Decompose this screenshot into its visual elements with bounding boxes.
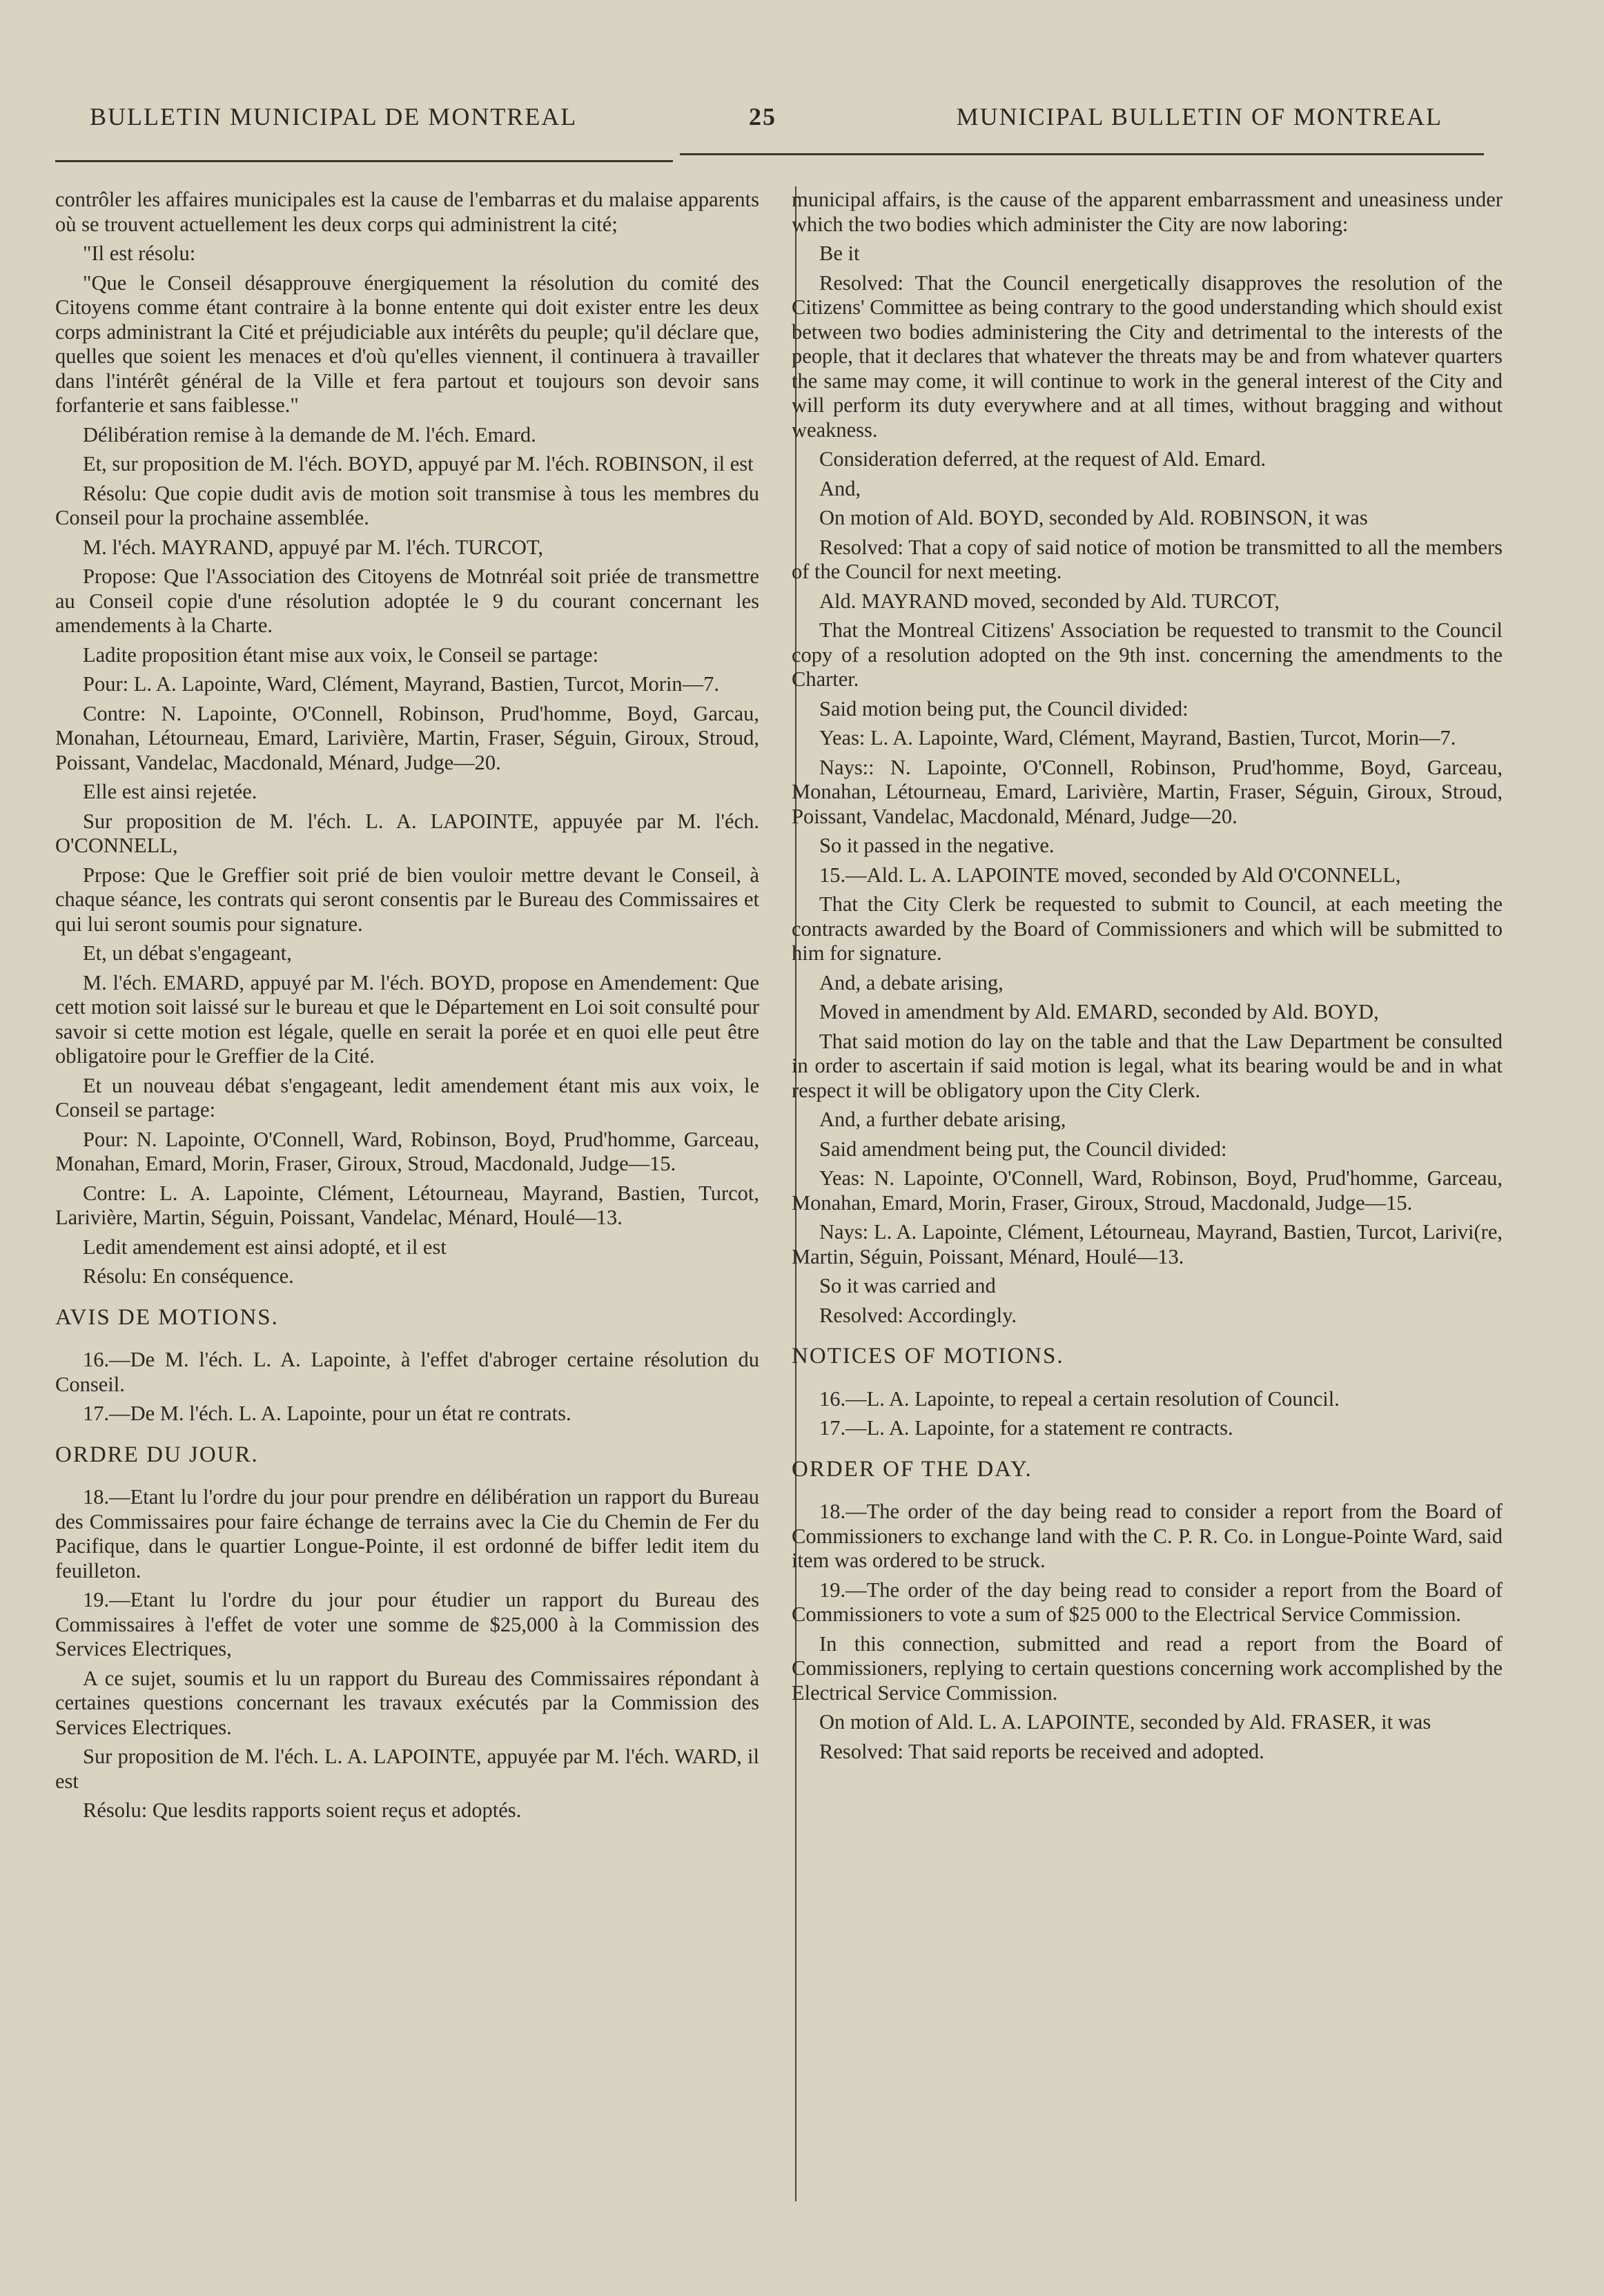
- paragraph: Contre: N. Lapointe, O'Connell, Robinson, Prud'homme, Boyd, Garcau, Monahan, Létourneau, Emard, Larivière, Martin, Fraser, Séguin, Giroux, Stroud, Poissant, Vandelac, Macdonald, Ménard, Judge—20.: [55, 701, 759, 774]
- english-column: [792, 188, 1503, 2279]
- french-column: [55, 188, 759, 2279]
- paragraph: Sur proposition de M. l'éch. L. A. LAPOINTE, appuyée par M. l'éch. WARD, il est: [55, 1745, 759, 1793]
- paragraph: Résolu: Que copie dudit avis de motion soit transmise à tous les membres du Conseil pour la prochaine assemblée.: [55, 481, 759, 529]
- section-heading: ORDRE DU JOUR.: [55, 1442, 259, 1467]
- paragraph: Prpose: Que le Greffier soit prié de bien vouloir mettre devant le Conseil, à chaque séance, les contrats qui seront consentis par le Bureau des Commissaires et qui lui seront soumis pour signature.: [55, 863, 759, 936]
- section-heading: AVIS DE MOTIONS.: [55, 1304, 279, 1330]
- paragraph: Yeas: L. A. Lapointe, Ward, Clément, Mayrand, Bastien, Turcot, Morin—7.: [819, 726, 1456, 749]
- paragraph: Pour: N. Lapointe, O'Connell, Ward, Robinson, Boyd, Prud'homme, Garceau, Monahan, Emard, Morin, Fraser, Giroux, Stroud, Macdonald, Judge—15.: [55, 1127, 759, 1175]
- paragraph: Ald. MAYRAND moved, seconded by Ald. TURCOT,: [819, 589, 1280, 613]
- paragraph: Resolved: Accordingly.: [819, 1303, 1017, 1327]
- paragraph: Yeas: N. Lapointe, O'Connell, Ward, Robinson, Boyd, Prud'homme, Garceau, Monahan, Emard, Morin, Fraser, Giroux, Stroud, Macdonald, Judge—15.: [792, 1166, 1503, 1215]
- paragraph: Résolu: En conséquence.: [83, 1264, 294, 1288]
- paragraph: On motion of Ald. L. A. LAPOINTE, seconded by Ald. FRASER, it was: [819, 1710, 1431, 1734]
- paragraph: That said motion do lay on the table and that the Law Department be consulted in order to ascertain if said motion is legal, what its bearing would be and in what respect it will be obligatory upon the City Clerk.: [792, 1029, 1503, 1102]
- paragraph: Nays: L. A. Lapointe, Clément, Létourneau, Mayrand, Bastien, Turcot, Larivi(re, Martin, Séguin, Poissant, Ménard, Houlé—13.: [792, 1220, 1503, 1268]
- paragraph: Et un nouveau débat s'engageant, ledit amendement étant mis aux voix, le Conseil se partage:: [55, 1073, 759, 1121]
- paragraph: 19.—Etant lu l'ordre du jour pour étudier un rapport du Bureau des Commissaires à l'effet de voter une somme de $25,000 à la Commission des Services Electriques,: [55, 1588, 759, 1660]
- paragraph: That the Montreal Citizens' Association be requested to transmit to the Council copy of a resolution adopted on the 9th inst. concerning the amendments to the Charter.: [792, 618, 1503, 691]
- paragraph: 15.—Ald. L. A. LAPOINTE moved, seconded by Ald O'CONNELL,: [819, 863, 1401, 887]
- paragraph: 18.—Etant lu l'ordre du jour pour prendre en délibération un rapport du Bureau des Commissaires pour faire échange de terrains avec la Cie du Chemin de Fer du Pacifique, dans le quartier Longue-Pointe, il est ordonné de biffer ledit item du feuilleton.: [55, 1485, 759, 1582]
- paragraph: Said amendment being put, the Council divided:: [819, 1137, 1227, 1161]
- paragraph: 16.—De M. l'éch. L. A. Lapointe, à l'effet d'abroger certaine résolution du Conseil.: [55, 1348, 759, 1396]
- paragraph: And, a further debate arising,: [819, 1108, 1066, 1131]
- paragraph: contrôler les affaires municipales est la cause de l'embarras et du malaise apparents où se trouvent actuellement les deux corps qui administrent la cité;: [55, 188, 759, 236]
- paragraph: "Il est résolu:: [83, 242, 196, 265]
- paragraph: A ce sujet, soumis et lu un rapport du Bureau des Commissaires répondant à certaines questions concernant les travaux exécutés par la Commission des Services Electriques.: [55, 1666, 759, 1739]
- paragraph: Moved in amendment by Ald. EMARD, seconded by Ald. BOYD,: [819, 1000, 1379, 1023]
- paragraph: Elle est ainsi rejetée.: [83, 780, 257, 803]
- paragraph: M. l'éch. EMARD, appuyé par M. l'éch. BOYD, propose en Amendement: Que cett motion soit laissé sur le bureau et que le Département en Loi soit consulté pour savoir si cette motion est légale, quelle en serait la porée et en quoi elle peut être obligatoire pour le Greffier de la Cité.: [55, 970, 759, 1068]
- header-french-title: BULLETIN MUNICIPAL DE MONTREAL: [90, 103, 578, 130]
- paragraph: And, a debate arising,: [819, 970, 1004, 994]
- paragraph: Sur proposition de M. l'éch. L. A. LAPOINTE, appuyée par M. l'éch. O'CONNELL,: [55, 809, 759, 857]
- paragraph: "Que le Conseil désapprouve énergiquement la résolution du comité des Citoyens comme étant contraire à la bonne entente qui doit exister entre les deux corps administrant la Cité et préjudiciable aux intérêts du peuple; qu'il déclare que, quelles que soient les menaces et d'où qu'elles viennent, il continuera à travailler dans l'intérêt général de la Ville et fera partout et toujours son devoir sans forfanterie et sans faiblesse.": [55, 271, 759, 417]
- paragraph: Be it: [819, 242, 860, 265]
- paragraph: In this connection, submitted and read a report from the Board of Commissioners, replying to certain questions concerning work accomplished by the Electrical Service Commission.: [792, 1631, 1503, 1705]
- section-heading: ORDER OF THE DAY.: [792, 1456, 1033, 1482]
- paragraph: Résolu: Que lesdits rapports soient reçus et adoptés.: [83, 1798, 522, 1822]
- page-header: [90, 102, 1442, 144]
- paragraph: 17.—De M. l'éch. L. A. Lapointe, pour un état re contrats.: [83, 1402, 571, 1425]
- paragraph: Resolved: That said reports be received and adopted.: [819, 1739, 1264, 1763]
- paragraph: So it was carried and: [819, 1274, 996, 1297]
- paragraph: Pour: L. A. Lapointe, Ward, Clément, Mayrand, Bastien, Turcot, Morin—7.: [83, 672, 720, 696]
- paragraph: So it passed in the negative.: [819, 834, 1055, 857]
- paragraph: 17.—L. A. Lapointe, for a statement re contracts.: [819, 1416, 1233, 1440]
- paragraph: municipal affairs, is the cause of the apparent embarrassment and uneasiness under which the two bodies which administer the City are now laboring:: [792, 188, 1503, 236]
- page-number: 25: [749, 103, 776, 130]
- header-rule-right: [680, 153, 1484, 155]
- paragraph: 16.—L. A. Lapointe, to repeal a certain resolution of Council.: [819, 1386, 1340, 1411]
- paragraph: Et, un débat s'engageant,: [83, 941, 292, 965]
- paragraph: And,: [819, 476, 861, 500]
- paragraph: Ladite proposition étant mise aux voix, le Conseil se partage:: [83, 642, 599, 667]
- paragraph: M. l'éch. MAYRAND, appuyé par M. l'éch. TURCOT,: [83, 535, 543, 559]
- paragraph: That the City Clerk be requested to submit to Council, at each meeting the contracts awarded by the Board of Commissioners and which will be submitted to him for signature.: [792, 892, 1503, 965]
- paragraph: On motion of Ald. BOYD, seconded by Ald. ROBINSON, it was: [819, 506, 1368, 529]
- paragraph: 19.—The order of the day being read to consider a report from the Board of Commissioners to vote a sum of $25 000 to the Electrical Service Commission.: [792, 1578, 1503, 1626]
- paragraph: Resolved: That a copy of said notice of motion be transmitted to all the members of the Council for next meeting.: [792, 535, 1503, 583]
- paragraph: Délibération remise à la demande de M. l'éch. Emard.: [83, 422, 536, 447]
- paragraph: 18.—The order of the day being read to consider a report from the Board of Commissioners to exchange land with the C. P. R. Co. in Longue-Pointe Ward, said item was ordered to be struck.: [792, 1500, 1503, 1572]
- paragraph: Propose: Que l'Association des Citoyens de Motnréal soit priée de transmettre au Conseil copie d'une résolution adoptée le 9 du courant concernant les amendements à la Charte.: [55, 565, 759, 637]
- paragraph: Consideration deferred, at the request of Ald. Emard.: [819, 447, 1266, 471]
- header-english-title: MUNICIPAL BULLETIN OF MONTREAL: [956, 103, 1442, 130]
- paragraph: Et, sur proposition de M. l'éch. BOYD, appuyé par M. l'éch. ROBINSON, il est: [83, 452, 754, 475]
- paragraph: Ledit amendement est ainsi adopté, et il est: [83, 1235, 447, 1259]
- paragraph: Contre: L. A. Lapointe, Clément, Létourneau, Mayrand, Bastien, Turcot, Larivière, Martin, Séguin, Poissant, Vandelac, Ménard, Houlé—13.: [55, 1181, 759, 1229]
- header-rule-left: [55, 160, 673, 162]
- section-heading: NOTICES OF MOTIONS.: [792, 1344, 1064, 1368]
- paragraph: Nays:: N. Lapointe, O'Connell, Robinson, Prud'homme, Boyd, Garceau, Monahan, Létourneau, Emard, Larivière, Martin, Fraser, Séguin, Giroux, Stroud, Poissant, Vandelac, Macdonald, Ménard, Judge—20.: [792, 755, 1503, 828]
- paragraph: Resolved: That the Council energetically disapproves the resolution of the Citizens' Committee as being contrary to the good understanding which should exist between two bodies administering the City and detrimental to the interests of the people, that it declares that whatever the threats may be and from whatever quarters the same may come, it will continue to work in the general interest of the City and will perform its duty everywhere and at all times, without bragging and without weakness.: [792, 271, 1503, 442]
- paragraph: Said motion being put, the Council divided:: [819, 696, 1189, 720]
